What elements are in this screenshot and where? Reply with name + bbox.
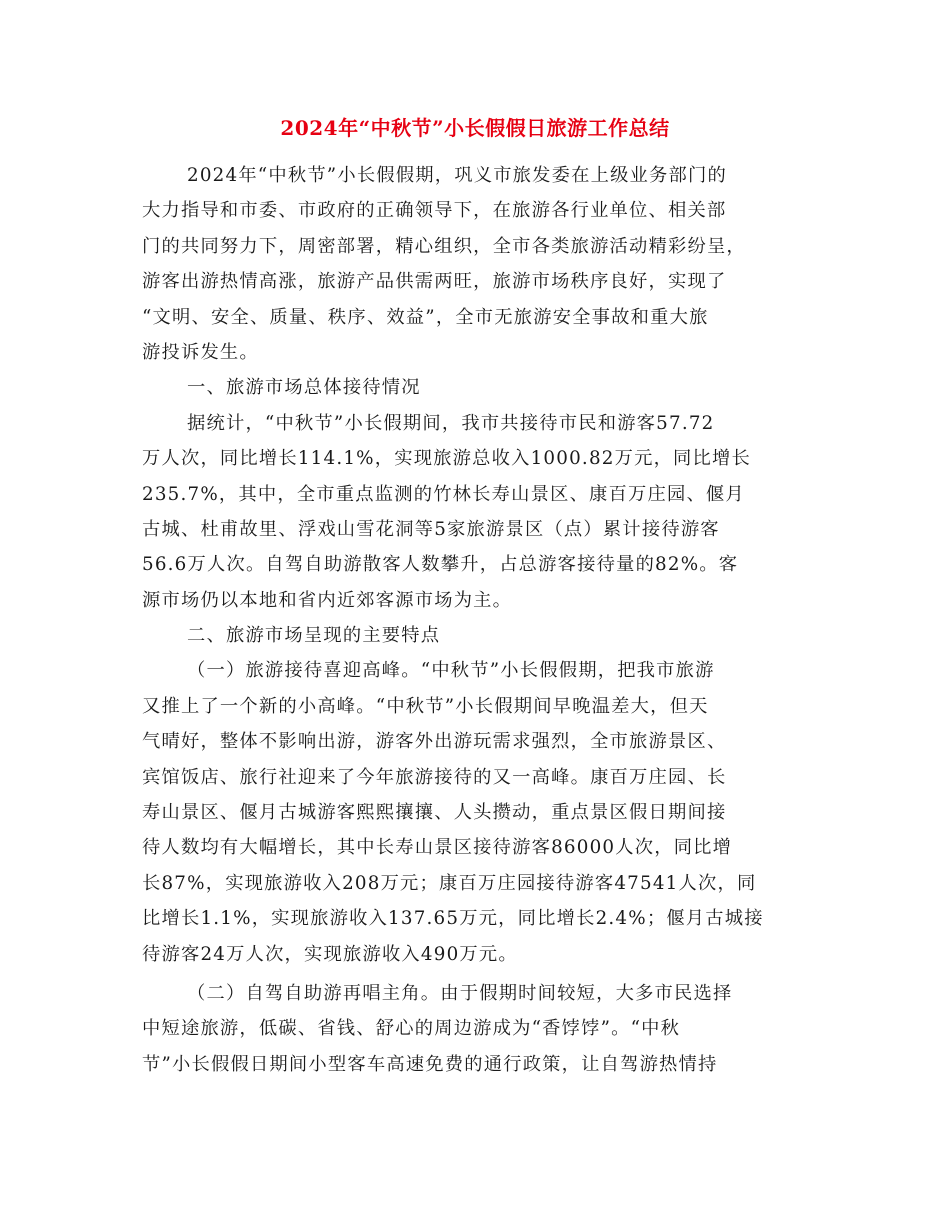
section-heading: 一、旅游市场总体接待情况 — [187, 377, 421, 399]
text-line: 待人数均有大幅增长，其中长寿山景区接待游客86000人次，同比增 — [142, 837, 733, 859]
text-line: 比增长1.1%，实现旅游收入137.65万元，同比增长2.4%；偃月古城接 — [142, 908, 764, 930]
text-line: 大力指导和市委、市政府的正确领导下，在旅游各行业单位、相关部 — [142, 200, 727, 222]
text-line: 寿山景区、偃月古城游客熙熙攘攘、人头攒动，重点景区假日期间接 — [142, 802, 727, 824]
text-line: 万人次，同比增长114.1%，实现旅游总收入1000.82万元，同比增长 — [142, 448, 751, 470]
text-line: 古城、杜甫故里、浮戏山雪花洞等5家旅游景区（点）累计接待游客 — [142, 518, 720, 540]
text-line: 2024年“中秋节”小长假假期，巩义市旅发委在上级业务部门的 — [187, 165, 727, 186]
text-line: 游客出游热情高涨，旅游产品供需两旺，旅游市场秩序良好，实现了 — [142, 271, 727, 293]
text-line: 源市场仍以本地和省内近郊客源市场为主。 — [142, 589, 513, 611]
paragraph-self-drive — [142, 976, 812, 1082]
text-line: 节”小长假假日期间小型客车高速免费的通行政策，让自驾游热情持 — [142, 1053, 718, 1075]
text-line: 待游客24万人次，实现旅游收入490万元。 — [142, 943, 518, 965]
text-line: 又推上了一个新的小高峰。“中秋节”小长假期间早晚温差大，但天 — [142, 695, 709, 717]
text-line: 门的共同努力下，周密部署，精心组织，全市各类旅游活动精彩纷呈， — [142, 235, 746, 257]
document-body — [142, 158, 812, 1082]
text-line: “文明、安全、质量、秩序、效益”，全市无旅游安全事故和重大旅 — [142, 306, 709, 328]
text-line: 235.7%，其中，全市重点监测的竹林长寿山景区、康百万庄园、偃月 — [142, 483, 745, 505]
paragraph-statistics — [142, 406, 812, 618]
text-line: 气晴好，整体不影响出游，游客外出游玩需求强烈，全市旅游景区、 — [142, 731, 727, 753]
document-title: 2024年“中秋节”小长假假日旅游工作总结 — [280, 116, 670, 140]
text-line: 长87%，实现旅游收入208万元；康百万庄园接待游客47541人次，同 — [142, 872, 757, 894]
text-line: 宾馆饭店、旅行社迎来了今年旅游接待的又一高峰。康百万庄园、长 — [142, 766, 727, 788]
text-line: 56.6万人次。自驾自助游散客人数攀升，占总游客接待量的82%。客 — [142, 554, 739, 576]
text-line: 据统计，“中秋节”小长假期间，我市共接待市民和游客57.72 — [187, 412, 715, 434]
paragraph-intro — [142, 158, 812, 370]
text-line: （一）旅游接待喜迎高峰。“中秋节”小长假假期，把我市旅游 — [187, 660, 715, 682]
text-line: 中短途旅游，低碳、省钱、舒心的周边游成为“香饽饽”。“中秋 — [142, 1018, 681, 1040]
section-heading: 二、旅游市场呈现的主要特点 — [187, 625, 441, 647]
text-line: （二）自驾自助游再唱主角。由于假期时间较短，大多市民选择 — [187, 982, 733, 1004]
text-line: 游投诉发生。 — [142, 341, 259, 363]
paragraph-peak — [142, 653, 812, 972]
